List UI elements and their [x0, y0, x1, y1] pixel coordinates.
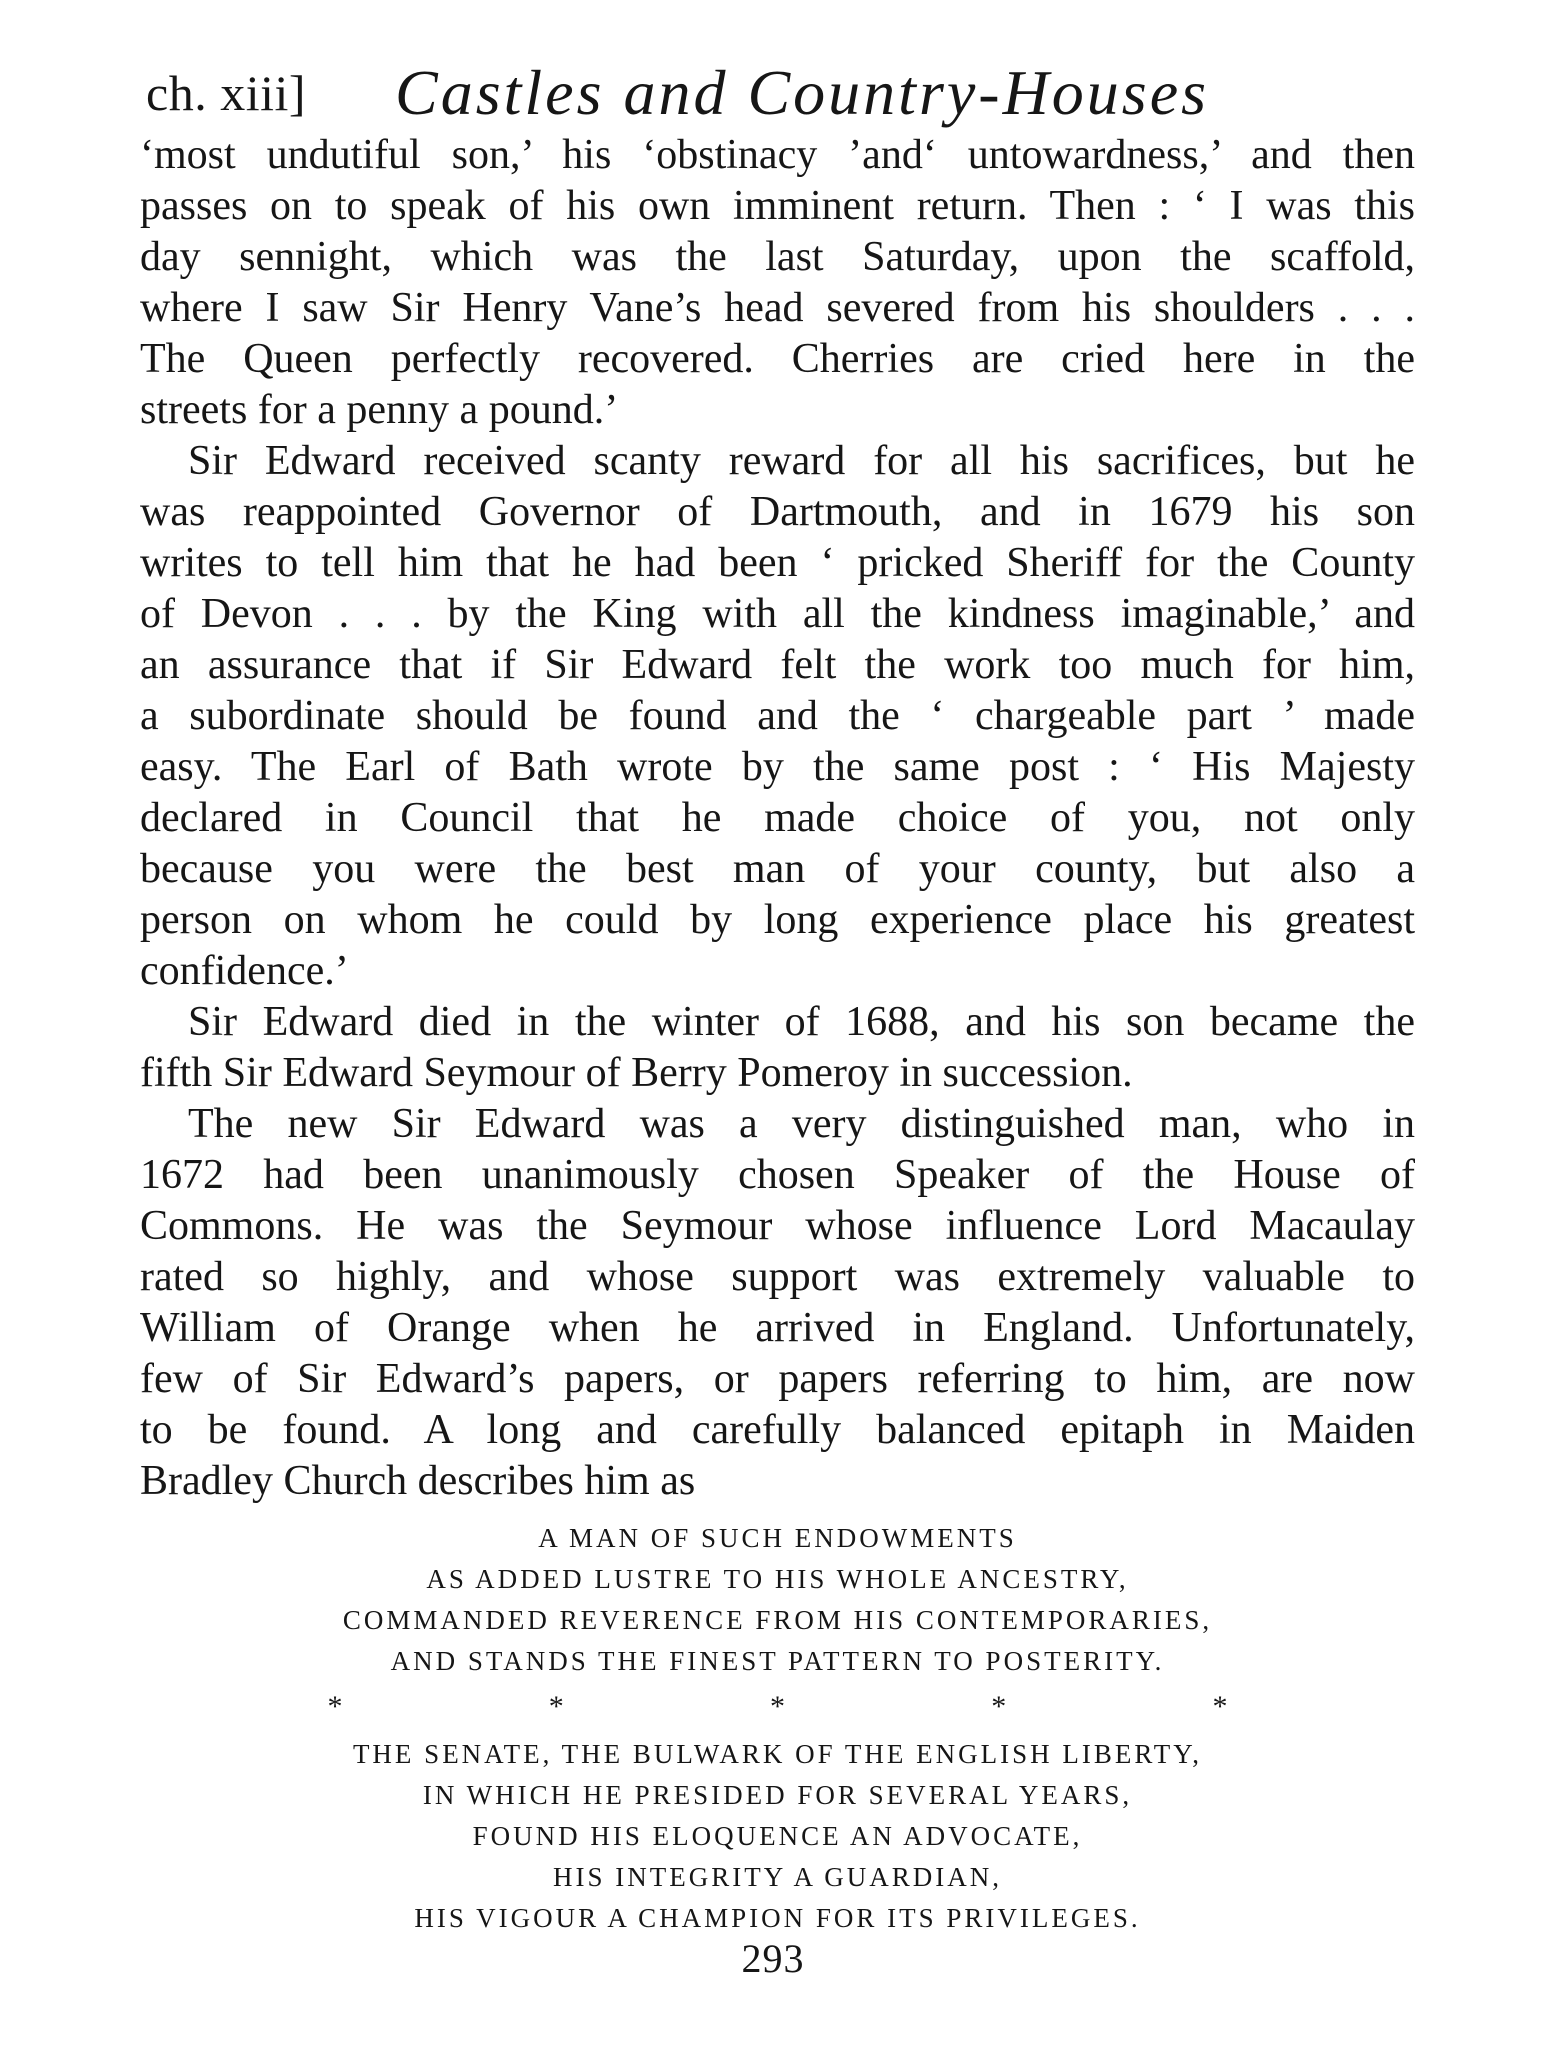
text-line: ‘most undutiful son,’ his ‘obstinacy ’and‘ untowardness,’ and then	[140, 132, 1415, 178]
text-line: The new Sir Edward was a very distinguished man, who in	[188, 1101, 1415, 1147]
text-line: Sir Edward died in the winter of 1688, and his son became the	[188, 999, 1415, 1045]
text-line: 1672 had been unanimously chosen Speaker of the House of	[140, 1152, 1415, 1198]
body-text	[140, 130, 1415, 1507]
epitaph-line: IN WHICH HE PRESIDED FOR SEVERAL YEARS,	[422, 1780, 1133, 1810]
text-line: person on whom he could by long experience place his greatest	[140, 897, 1415, 943]
text-line: day sennight, which was the last Saturday, upon the scaffold,	[140, 234, 1415, 280]
text-line: fifth Sir Edward Seymour of Berry Pomeroy in succession.	[140, 1050, 1133, 1096]
text-line: few of Sir Edward’s papers, or papers referring to him, are now	[140, 1356, 1415, 1402]
epitaph-line: FOUND HIS ELOQUENCE AN ADVOCATE,	[472, 1821, 1083, 1851]
text-line: a subordinate should be found and the ‘ chargeable part ’ made	[140, 693, 1415, 739]
epitaph-line: THE SENATE, THE BULWARK OF THE ENGLISH LIBERTY,	[352, 1739, 1203, 1769]
epitaph-line: HIS INTEGRITY A GUARDIAN,	[553, 1862, 1002, 1892]
text-line: was reappointed Governor of Dartmouth, and in 1679 his son	[140, 489, 1415, 535]
text-line: passes on to speak of his own imminent return. Then : ‘ I was this	[140, 183, 1415, 229]
text-line: Bradley Church describes him as	[140, 1458, 696, 1504]
text-line: writes to tell him that he had been ‘ pricked Sheriff for the County	[140, 540, 1415, 586]
epitaph-line: A MAN OF SUCH ENDOWMENTS	[538, 1523, 1017, 1553]
running-title: Castles and Country-Houses	[395, 57, 1209, 128]
epitaph-line: AS ADDED LUSTRE TO HIS WHOLE ANCESTRY,	[426, 1564, 1129, 1594]
text-line: where I saw Sir Henry Vane’s head severed from his shoulders . . .	[140, 285, 1415, 331]
text-line: rated so highly, and whose support was extremely valuable to	[140, 1254, 1415, 1300]
page-number: 293	[741, 1936, 805, 1981]
text-line: streets for a penny a pound.’	[140, 387, 619, 433]
text-line: because you were the best man of your county, but also a	[140, 846, 1415, 892]
text-line: an assurance that if Sir Edward felt the work too much for him,	[140, 642, 1415, 688]
text-line: The Queen perfectly recovered. Cherries are cried here in the	[140, 336, 1415, 382]
epitaph-line: HIS VIGOUR A CHAMPION FOR ITS PRIVILEGES.	[414, 1903, 1141, 1933]
chapter-label: ch. xiii]	[146, 65, 307, 121]
text-line: to be found. A long and carefully balanced epitaph in Maiden	[140, 1407, 1415, 1453]
text-line: declared in Council that he made choice of you, not only	[140, 795, 1415, 841]
text-line: Commons. He was the Seymour whose influence Lord Macaulay	[140, 1203, 1415, 1249]
text-line: confidence.’	[140, 948, 349, 994]
text-line: of Devon . . . by the King with all the kindness imaginable,’ and	[140, 591, 1415, 637]
epitaph-line: AND STANDS THE FINEST PATTERN TO POSTERITY.	[390, 1646, 1165, 1676]
text-line: Sir Edward received scanty reward for all his sacrifices, but he	[188, 438, 1415, 484]
text-line: William of Orange when he arrived in England. Unfortunately,	[140, 1305, 1415, 1351]
epitaph-line: COMMANDED REVERENCE FROM HIS CONTEMPORARIES,	[342, 1605, 1213, 1635]
asterisk-separator: * * * * *	[327, 1690, 1228, 1723]
text-line: easy. The Earl of Bath wrote by the same post : ‘ His Majesty	[140, 744, 1415, 790]
epitaph-block	[140, 1518, 1415, 1939]
running-head	[140, 52, 1415, 142]
